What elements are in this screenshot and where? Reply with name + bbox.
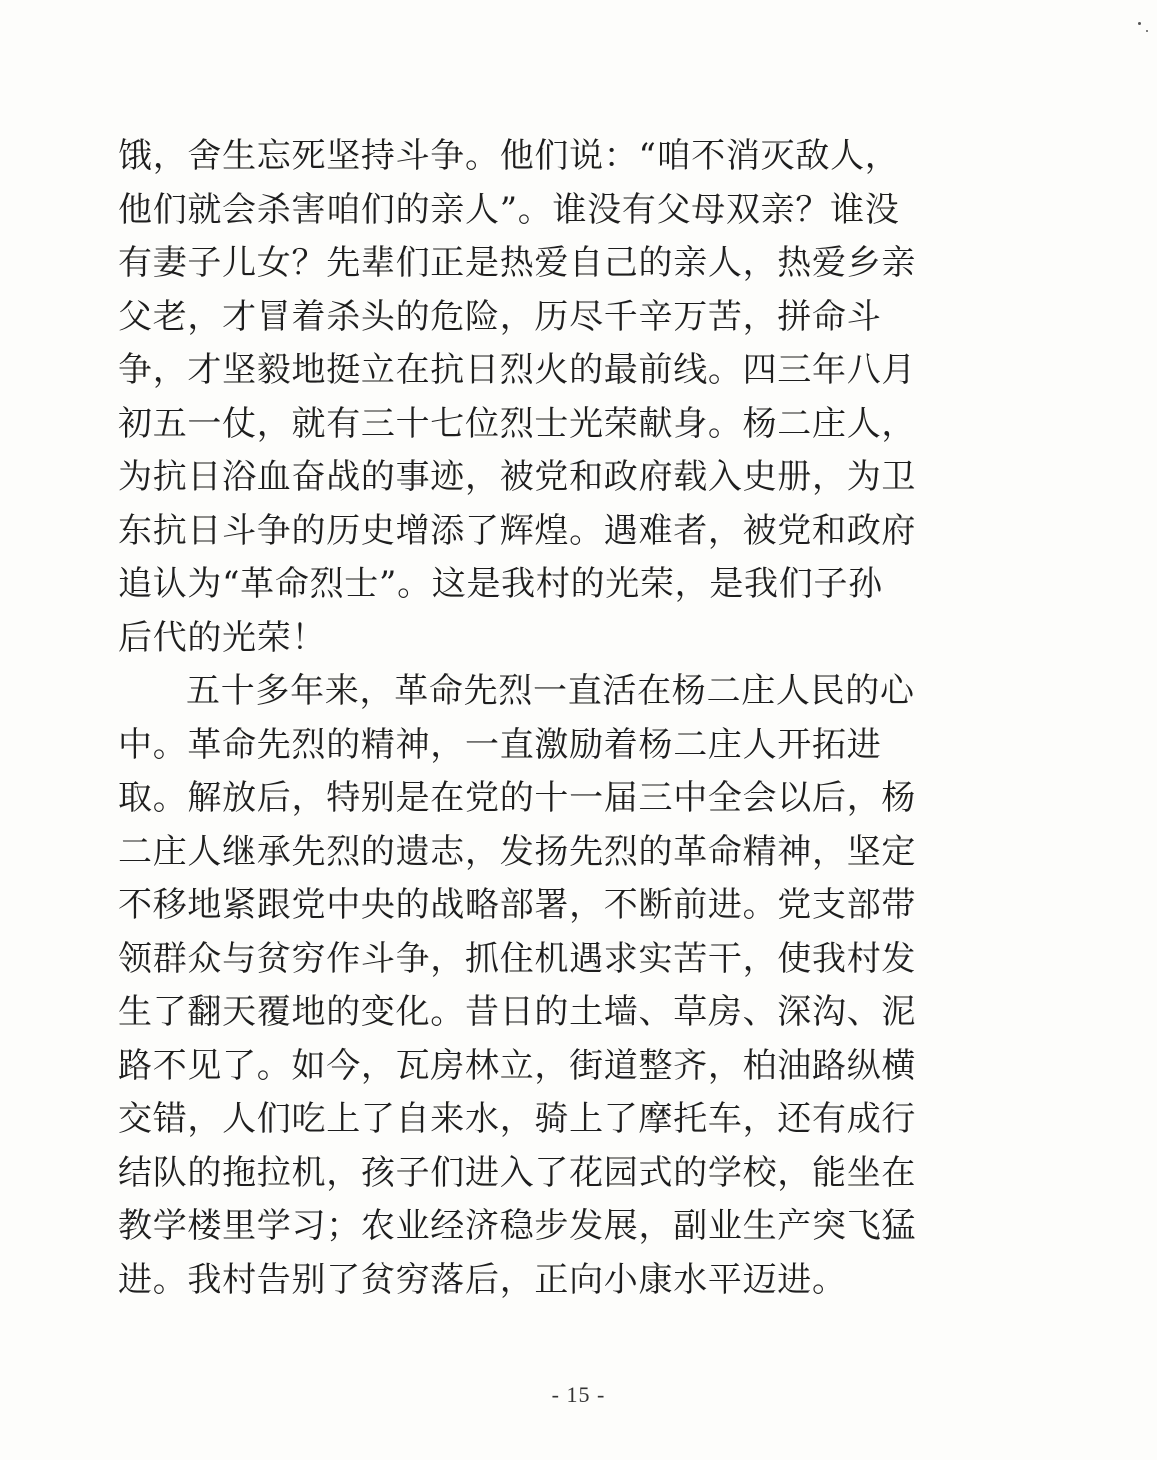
text-line: 初五一仗，就有三十七位烈士光荣献身。杨二庄人， [118, 403, 917, 444]
text-line: 进。我村告别了贫穷落后，正向小康水平迈进。 [118, 1259, 847, 1300]
text-line: 生了翻天覆地的变化。昔日的土墙、草房、深沟、泥 [118, 992, 917, 1032]
scan-speck [1146, 30, 1148, 32]
text-line: 有妻子儿女？先辈们正是热爱自己的亲人，热爱乡亲 [118, 243, 917, 283]
paragraph-start-line: 五十多年来，革命先烈一直活在杨二庄人民的心 [186, 671, 915, 711]
text-line: 路不见了。如今，瓦房林立，街道整齐，柏油路纵横 [118, 1045, 917, 1086]
body-text [118, 130, 917, 1307]
text-line: 教学楼里学习；农业经济稳步发展，副业生产突飞猛 [118, 1206, 917, 1246]
text-line: 结队的拖拉机，孩子们进入了花园式的学校，能坐在 [118, 1152, 917, 1193]
text-line: 他们就会杀害咱们的亲人”。谁没有父母双亲？谁没 [118, 189, 900, 230]
text-line: 为抗日浴血奋战的事迹，被党和政府载入史册，为卫 [118, 457, 917, 497]
text-line: 中。革命先烈的精神，一直激励着杨二庄人开拓进 [118, 724, 882, 765]
text-line: 不移地紧跟党中央的战略部署，不断前进。党支部带 [118, 885, 917, 925]
text-line: 父老，才冒着杀头的危险，历尽千辛万苦，拼命斗 [118, 296, 882, 337]
text-line: 追认为“革命烈士”。这是我村的光荣，是我们子孙 [118, 564, 883, 604]
text-line: 取。解放后，特别是在党的十一届三中全会以后，杨 [118, 778, 917, 818]
text-line: 饿，舍生忘死坚持斗争。他们说：“咱不消灭敌人， [118, 136, 900, 176]
scan-speck [1138, 22, 1141, 25]
text-line: 二庄人继承先烈的遗志，发扬先烈的革命精神，坚定 [118, 831, 917, 872]
text-line: 后代的光荣！ [118, 617, 327, 658]
text-line: 领群众与贫穷作斗争，抓住机遇求实苦干，使我村发 [118, 938, 917, 979]
text-line: 争，才坚毅地挺立在抗日烈火的最前线。四三年八月 [118, 350, 917, 390]
text-line: 交错，人们吃上了自来水，骑上了摩托车，还有成行 [118, 1099, 917, 1139]
page-number: - 15 - [551, 1382, 606, 1407]
text-line: 东抗日斗争的历史增添了辉煌。遇难者，被党和政府 [118, 510, 917, 551]
